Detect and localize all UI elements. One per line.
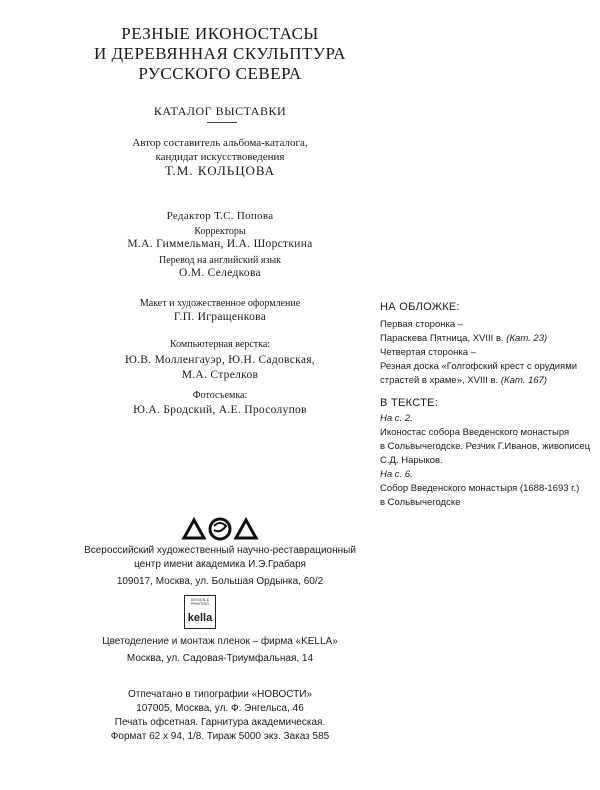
institution-address: 109017, Москва, ул. Большая Ордынка, 60/2: [116, 576, 324, 587]
page-6-caption-2: в Сольвычегодске: [380, 497, 461, 508]
front-cover-label: Первая сторонка –: [380, 319, 464, 330]
printing-line-2: 107005, Москва, ул. Ф. Энгельса, 46: [136, 703, 304, 714]
subtitle: КАТАЛОГ ВЫСТАВКИ: [153, 104, 287, 118]
photography-names: Ю.А. Бродский, А.Е. Просолупов: [133, 404, 307, 416]
printing-line-3: Печать офсетная. Гарнитура академическая.: [114, 717, 326, 728]
author-name: Т.М. КОЛЬЦОВА: [164, 163, 276, 178]
author-description: [0, 136, 440, 164]
front-cover-caption: [380, 332, 595, 346]
kella-credit: Цветоделение и монтаж пленок – фирма «KELLA»: [102, 636, 338, 647]
translation-label: Перевод на английский язык: [158, 255, 282, 266]
back-cover-ref: (Кат. 167): [500, 375, 547, 386]
page-2-caption-1: Иконостас собора Введенского монастыря: [380, 427, 570, 438]
photography-label: Фотосъемка:: [192, 390, 248, 401]
title-line-1: РЕЗНЫЕ ИКОНОСТАСЫ: [121, 24, 319, 43]
title-line-3: РУССКОГО СЕВЕРА: [138, 64, 302, 83]
page-6-caption-1: Собор Введенского монастыря (1688-1693 г.): [380, 483, 580, 494]
front-cover-text: Параскева Пятница, XVIII в.: [380, 333, 504, 344]
translation-name: О.М. Селедкова: [179, 267, 261, 279]
typesetting-names-2: М.А. Стрелков: [181, 369, 259, 381]
proofreaders-label: Корректоры: [194, 226, 246, 237]
title-line-2: И ДЕРЕВЯННАЯ СКУЛЬПТУРА: [93, 44, 347, 63]
printing-line-1: Отпечатано в типографии «НОВОСТИ»: [127, 689, 313, 700]
page-2-caption-2: в Сольвычегодске. Резчик Г.Иванов, живописец: [380, 441, 591, 452]
kella-logo-tagline: DESIGN & PRINTING: [190, 598, 210, 606]
in-text-heading: В ТЕКСТЕ:: [380, 397, 439, 409]
kella-address: Москва, ул. Садовая-Триумфальная, 14: [126, 653, 314, 664]
book-title: [0, 24, 440, 84]
design-name: Г.П. Игращенкова: [173, 311, 267, 323]
institution-name-2: центр имени академика И.Э.Грабаря: [134, 559, 306, 570]
back-cover-text-2: страстей в храме», XVIII в.: [380, 375, 499, 386]
cover-heading: НА ОБЛОЖКЕ:: [380, 301, 460, 313]
restoration-center-logo-icon: [180, 514, 260, 542]
design-label: Макет и художественное оформление: [139, 298, 301, 309]
page-2-caption-3: С.Д. Нарыков.: [380, 455, 443, 466]
divider: [207, 122, 237, 123]
author-role: Автор составитель альбома-каталога,: [132, 137, 308, 149]
kella-logo-word: kella: [187, 612, 213, 624]
page-2-ref: На с. 2.: [380, 413, 413, 424]
proofreaders-names: М.А. Гиммельман, И.А. Шорсткина: [127, 238, 313, 250]
back-cover-text-1: Резная доска «Голгофский крест с орудиями: [380, 361, 578, 372]
institution-block: [0, 544, 440, 572]
back-cover-label: Четвертая сторонка –: [380, 347, 476, 358]
kella-logo-icon: [184, 595, 216, 629]
page-6-ref: На с. 6.: [380, 469, 413, 480]
typesetting-names-1: Ю.В. Молленгауэр, Ю.Н. Садовская,: [125, 354, 315, 366]
front-cover-ref: (Кат. 23): [506, 333, 548, 344]
editor-credit: Редактор Т.С. Попова: [166, 210, 274, 222]
typesetting-label: Компьютерная верстка:: [169, 339, 271, 350]
cover-captions: [380, 300, 595, 510]
printing-info: [0, 688, 440, 744]
institution-name-1: Всероссийский художественный научно-реставрационный: [84, 545, 356, 556]
printing-line-4: Формат 62 х 94, 1/8. Тираж 5000 экз. Заказ 585: [110, 731, 330, 742]
author-degree: кандидат искусствоведения: [155, 151, 285, 163]
back-cover-caption: [380, 374, 595, 388]
